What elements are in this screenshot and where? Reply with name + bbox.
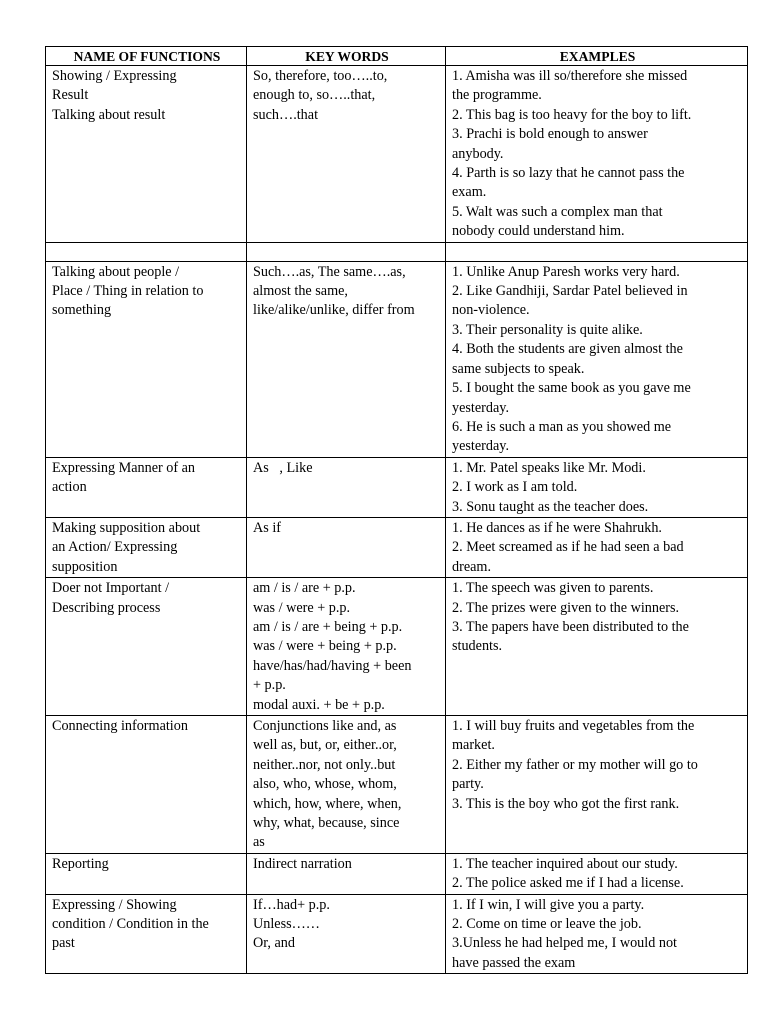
keywords-cell-line: As , Like <box>253 459 313 476</box>
examples-cell-line: 2. This bag is too heavy for the boy to lift. <box>452 106 692 123</box>
examples-cell-line: nobody could understand him. <box>452 223 625 240</box>
examples-cell <box>446 66 748 243</box>
keywords-cell <box>247 578 446 716</box>
empty-cell <box>46 242 247 261</box>
function-cell <box>46 894 247 974</box>
function-cell-line: Making supposition about <box>52 519 201 536</box>
function-cell-line: action <box>52 479 87 496</box>
document-page <box>45 46 747 974</box>
examples-cell-line: 3. Their personality is quite alike. <box>452 321 643 338</box>
examples-cell-line: 1. He dances as if he were Shahrukh. <box>452 519 662 536</box>
keywords-cell <box>247 716 446 854</box>
function-cell <box>46 66 247 243</box>
header-name-of-functions: NAME OF FUNCTIONS <box>46 47 247 66</box>
keywords-cell-line: why, what, because, since <box>253 815 400 832</box>
examples-cell-line: 2. Come on time or leave the job. <box>452 916 642 933</box>
header-examples: EXAMPLES <box>446 47 748 66</box>
keywords-cell <box>247 517 446 577</box>
keywords-cell-line: As if <box>253 519 281 536</box>
keywords-cell-line: Or, and <box>253 935 295 952</box>
examples-cell-line: have passed the exam <box>452 954 576 971</box>
keywords-cell-line: as <box>253 834 265 851</box>
keywords-cell-line: almost the same, <box>253 283 348 300</box>
examples-cell-line: 6. He is such a man as you showed me <box>452 418 672 435</box>
function-cell-line: past <box>52 935 75 952</box>
examples-cell-line: the programme. <box>452 87 542 104</box>
examples-cell-line: 5. Walt was such a complex man that <box>452 203 663 220</box>
function-cell <box>46 716 247 854</box>
keywords-cell-line: such….that <box>253 106 319 123</box>
empty-cell <box>446 242 748 261</box>
keywords-cell-line: Such….as, The same….as, <box>253 263 406 280</box>
keywords-cell <box>247 853 446 894</box>
examples-cell-line: 2. Either my father or my mother will go to <box>452 756 698 773</box>
examples-cell-line: 1. If I win, I will give you a party. <box>452 896 645 913</box>
examples-cell <box>446 853 748 894</box>
function-cell-line: an Action/ Expressing <box>52 539 178 556</box>
examples-cell-line: exam. <box>452 184 487 201</box>
keywords-cell-line: like/alike/unlike, differ from <box>253 302 415 319</box>
examples-cell-line: yesterday. <box>452 399 509 416</box>
examples-cell-line: 5. I bought the same book as you gave me <box>452 380 691 397</box>
table-row <box>46 457 748 517</box>
keywords-cell-line: also, who, whose, whom, <box>253 776 397 793</box>
examples-cell-line: 2. I work as I am told. <box>452 479 578 496</box>
examples-cell <box>446 457 748 517</box>
examples-cell-line: 2. Like Gandhiji, Sardar Patel believed in <box>452 283 688 300</box>
keywords-cell-line: am / is / are + being + p.p. <box>253 618 403 635</box>
examples-cell <box>446 517 748 577</box>
examples-cell-line: 1. Mr. Patel speaks like Mr. Modi. <box>452 459 646 476</box>
keywords-cell-line: Indirect narration <box>253 855 352 872</box>
function-cell-line: Talking about people / <box>52 263 180 280</box>
empty-cell <box>247 242 446 261</box>
function-cell-line: Doer not Important / <box>52 580 170 597</box>
header-row <box>46 47 748 66</box>
examples-cell-line: 3. This is the boy who got the first rank. <box>452 795 680 812</box>
keywords-cell <box>247 66 446 243</box>
examples-cell-line: 2. Meet screamed as if he had seen a bad <box>452 539 684 556</box>
keywords-cell-line: Conjunctions like and, as <box>253 718 397 734</box>
function-cell-line: Describing process <box>52 599 161 616</box>
examples-cell <box>446 894 748 974</box>
examples-cell-line: 2. The police asked me if I had a license. <box>452 875 684 892</box>
function-cell <box>46 853 247 894</box>
table-row <box>46 894 748 974</box>
function-cell-line: Expressing Manner of an <box>52 459 196 476</box>
examples-cell <box>446 261 748 457</box>
examples-cell-line: 1. Amisha was ill so/therefore she missed <box>452 68 688 84</box>
keywords-cell-line: was / were + being + p.p. <box>253 638 397 655</box>
examples-cell-line: 4. Both the students are given almost the <box>452 341 683 358</box>
examples-cell-line: anybody. <box>452 145 504 162</box>
function-cell-line: Talking about result <box>52 106 166 123</box>
examples-cell-line: 3.Unless he had helped me, I would not <box>452 935 677 952</box>
function-cell-line: supposition <box>52 558 118 575</box>
function-cell-line: Reporting <box>52 855 109 872</box>
keywords-cell <box>247 457 446 517</box>
examples-cell-line: 1. I will buy fruits and vegetables from the <box>452 718 695 734</box>
keywords-cell-line: modal auxi. + be + p.p. <box>253 696 385 713</box>
examples-cell-line: 1. Unlike Anup Paresh works very hard. <box>452 263 680 280</box>
keywords-cell-line: If…had+ p.p. <box>253 896 330 913</box>
function-cell <box>46 261 247 457</box>
examples-cell-line: non-violence. <box>452 302 530 319</box>
empty-row <box>46 242 748 261</box>
examples-cell-line: party. <box>452 776 484 793</box>
table-row <box>46 853 748 894</box>
function-cell-line: Showing / Expressing <box>52 68 177 84</box>
examples-cell-line: 1. The teacher inquired about our study. <box>452 855 678 872</box>
examples-cell-line: 1. The speech was given to parents. <box>452 580 654 597</box>
keywords-cell-line: enough to, so…..that, <box>253 87 376 104</box>
examples-cell-line: 3. Prachi is bold enough to answer <box>452 126 648 143</box>
table-row <box>46 66 748 243</box>
keywords-cell-line: which, how, where, when, <box>253 795 402 812</box>
keywords-cell-line: am / is / are + p.p. <box>253 580 356 597</box>
keywords-cell-line: Unless…… <box>253 916 320 933</box>
examples-cell-line: 3. The papers have been distributed to the <box>452 618 689 635</box>
examples-cell <box>446 578 748 716</box>
examples-cell-line: 4. Parth is so lazy that he cannot pass the <box>452 165 685 182</box>
keywords-cell-line: well as, but, or, either..or, <box>253 737 397 754</box>
keywords-cell-line: So, therefore, too…..to, <box>253 68 388 84</box>
examples-cell-line: market. <box>452 737 495 754</box>
table-row <box>46 716 748 854</box>
examples-cell-line: 3. Sonu taught as the teacher does. <box>452 498 649 515</box>
keywords-cell <box>247 261 446 457</box>
function-cell-line: Place / Thing in relation to <box>52 283 204 300</box>
keywords-cell-line: neither..nor, not only..but <box>253 756 396 773</box>
function-cell-line: condition / Condition in the <box>52 916 209 933</box>
examples-cell-line: 2. The prizes were given to the winners. <box>452 599 680 616</box>
keywords-cell-line: was / were + p.p. <box>253 599 351 616</box>
function-cell-line: something <box>52 302 112 319</box>
function-cell <box>46 517 247 577</box>
function-cell-line: Connecting information <box>52 718 188 734</box>
examples-cell <box>446 716 748 854</box>
table-row <box>46 517 748 577</box>
examples-cell-line: yesterday. <box>452 438 509 455</box>
table-row <box>46 578 748 716</box>
keywords-cell <box>247 894 446 974</box>
function-cell-line: Result <box>52 87 89 104</box>
examples-cell-line: same subjects to speak. <box>452 360 585 377</box>
functions-table <box>45 46 748 974</box>
examples-cell-line: dream. <box>452 558 491 575</box>
table-row <box>46 261 748 457</box>
keywords-cell-line: have/has/had/having + been <box>253 657 412 674</box>
function-cell-line: Expressing / Showing <box>52 896 177 913</box>
keywords-cell-line: + p.p. <box>253 677 286 694</box>
header-key-words: KEY WORDS <box>247 47 446 66</box>
function-cell <box>46 457 247 517</box>
function-cell <box>46 578 247 716</box>
examples-cell-line: students. <box>452 638 503 655</box>
